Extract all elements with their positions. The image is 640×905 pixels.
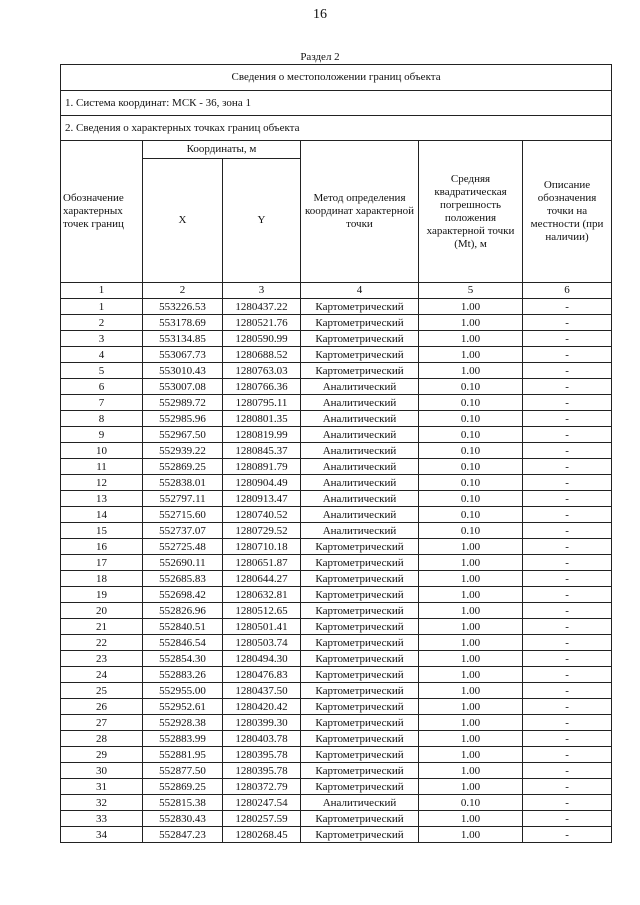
x-coordinate-cell: 552715.60 <box>143 507 223 523</box>
table-row <box>61 539 612 555</box>
x-coordinate-cell: 552869.25 <box>143 459 223 475</box>
header-error: Средняя квадратическая погрешность положения характерной точки (Mt), м <box>419 141 523 283</box>
points-section-title: 2. Сведения о характерных точках границ объекта <box>61 116 612 141</box>
description-cell: - <box>523 683 612 699</box>
error-cell: 0.10 <box>419 507 523 523</box>
description-cell: - <box>523 603 612 619</box>
method-cell: Картометрический <box>301 811 419 827</box>
point-number-cell: 8 <box>61 411 143 427</box>
y-coordinate-cell: 1280399.30 <box>223 715 301 731</box>
y-coordinate-cell: 1280521.76 <box>223 315 301 331</box>
x-coordinate-cell: 552725.48 <box>143 539 223 555</box>
description-cell: - <box>523 523 612 539</box>
error-cell: 0.10 <box>419 523 523 539</box>
header-method: Метод определения координат характерной точки <box>301 141 419 283</box>
description-cell: - <box>523 491 612 507</box>
table-row <box>61 555 612 571</box>
x-coordinate-cell: 552928.38 <box>143 715 223 731</box>
header-x: X <box>143 159 223 283</box>
method-cell: Аналитический <box>301 443 419 459</box>
y-coordinate-cell: 1280395.78 <box>223 763 301 779</box>
description-cell: - <box>523 667 612 683</box>
y-coordinate-cell: 1280651.87 <box>223 555 301 571</box>
method-cell: Картометрический <box>301 635 419 651</box>
x-coordinate-cell: 552737.07 <box>143 523 223 539</box>
y-coordinate-cell: 1280766.36 <box>223 379 301 395</box>
y-coordinate-cell: 1280763.03 <box>223 363 301 379</box>
y-coordinate-cell: 1280512.65 <box>223 603 301 619</box>
method-cell: Картометрический <box>301 331 419 347</box>
table-row <box>61 459 612 475</box>
y-coordinate-cell: 1280688.52 <box>223 347 301 363</box>
table-row <box>61 699 612 715</box>
point-number-cell: 6 <box>61 379 143 395</box>
table-row <box>61 411 612 427</box>
description-cell: - <box>523 443 612 459</box>
point-number-cell: 20 <box>61 603 143 619</box>
column-number-row <box>61 283 612 299</box>
description-cell: - <box>523 587 612 603</box>
error-cell: 1.00 <box>419 347 523 363</box>
method-cell: Картометрический <box>301 715 419 731</box>
error-cell: 1.00 <box>419 571 523 587</box>
description-cell: - <box>523 539 612 555</box>
method-cell: Картометрический <box>301 363 419 379</box>
table-row <box>61 795 612 811</box>
point-number-cell: 27 <box>61 715 143 731</box>
description-cell: - <box>523 347 612 363</box>
error-cell: 0.10 <box>419 443 523 459</box>
y-coordinate-cell: 1280904.49 <box>223 475 301 491</box>
y-coordinate-cell: 1280395.78 <box>223 747 301 763</box>
coordinate-system: 1. Система координат: МСК - 36, зона 1 <box>61 91 612 116</box>
error-cell: 0.10 <box>419 427 523 443</box>
y-coordinate-cell: 1280819.99 <box>223 427 301 443</box>
error-cell: 1.00 <box>419 747 523 763</box>
method-cell: Картометрический <box>301 347 419 363</box>
error-cell: 1.00 <box>419 779 523 795</box>
header-coordinates: Координаты, м <box>143 141 301 159</box>
y-coordinate-cell: 1280420.42 <box>223 699 301 715</box>
error-cell: 1.00 <box>419 699 523 715</box>
table-row <box>61 363 612 379</box>
y-coordinate-cell: 1280644.27 <box>223 571 301 587</box>
description-cell: - <box>523 651 612 667</box>
point-number-cell: 13 <box>61 491 143 507</box>
method-cell: Аналитический <box>301 379 419 395</box>
y-coordinate-cell: 1280740.52 <box>223 507 301 523</box>
point-number-cell: 26 <box>61 699 143 715</box>
error-cell: 0.10 <box>419 379 523 395</box>
description-cell: - <box>523 411 612 427</box>
error-cell: 1.00 <box>419 619 523 635</box>
y-coordinate-cell: 1280891.79 <box>223 459 301 475</box>
x-coordinate-cell: 552830.43 <box>143 811 223 827</box>
error-cell: 1.00 <box>419 683 523 699</box>
y-coordinate-cell: 1280437.22 <box>223 299 301 315</box>
table-row <box>61 587 612 603</box>
table-row <box>61 523 612 539</box>
method-cell: Картометрический <box>301 683 419 699</box>
description-cell: - <box>523 795 612 811</box>
point-number-cell: 25 <box>61 683 143 699</box>
point-number-cell: 33 <box>61 811 143 827</box>
description-cell: - <box>523 699 612 715</box>
x-coordinate-cell: 552847.23 <box>143 827 223 843</box>
x-coordinate-cell: 552826.96 <box>143 603 223 619</box>
method-cell: Картометрический <box>301 587 419 603</box>
point-number-cell: 30 <box>61 763 143 779</box>
column-number: 4 <box>301 283 419 299</box>
method-cell: Картометрический <box>301 667 419 683</box>
column-number: 5 <box>419 283 523 299</box>
description-cell: - <box>523 827 612 843</box>
table-row <box>61 651 612 667</box>
table-row <box>61 347 612 363</box>
table-row <box>61 395 612 411</box>
error-cell: 1.00 <box>419 731 523 747</box>
x-coordinate-cell: 552883.99 <box>143 731 223 747</box>
method-cell: Картометрический <box>301 619 419 635</box>
point-number-cell: 2 <box>61 315 143 331</box>
y-coordinate-cell: 1280437.50 <box>223 683 301 699</box>
x-coordinate-cell: 552877.50 <box>143 763 223 779</box>
x-coordinate-cell: 552869.25 <box>143 779 223 795</box>
description-cell: - <box>523 395 612 411</box>
y-coordinate-cell: 1280476.83 <box>223 667 301 683</box>
description-cell: - <box>523 299 612 315</box>
method-cell: Картометрический <box>301 555 419 571</box>
x-coordinate-cell: 552952.61 <box>143 699 223 715</box>
x-coordinate-cell: 552989.72 <box>143 395 223 411</box>
error-cell: 1.00 <box>419 811 523 827</box>
table-row <box>61 379 612 395</box>
method-cell: Картометрический <box>301 699 419 715</box>
point-number-cell: 4 <box>61 347 143 363</box>
point-number-cell: 5 <box>61 363 143 379</box>
point-number-cell: 9 <box>61 427 143 443</box>
description-cell: - <box>523 427 612 443</box>
x-coordinate-cell: 552685.83 <box>143 571 223 587</box>
method-cell: Картометрический <box>301 603 419 619</box>
table-row <box>61 683 612 699</box>
table-row <box>61 827 612 843</box>
table-row <box>61 619 612 635</box>
error-cell: 1.00 <box>419 763 523 779</box>
x-coordinate-cell: 553010.43 <box>143 363 223 379</box>
point-number-cell: 12 <box>61 475 143 491</box>
point-number-cell: 22 <box>61 635 143 651</box>
table-title: Сведения о местоположении границ объекта <box>61 65 612 91</box>
table-row <box>61 475 612 491</box>
error-cell: 1.00 <box>419 363 523 379</box>
column-number: 3 <box>223 283 301 299</box>
x-coordinate-cell: 552967.50 <box>143 427 223 443</box>
point-number-cell: 19 <box>61 587 143 603</box>
table-row <box>61 667 612 683</box>
x-coordinate-cell: 552797.11 <box>143 491 223 507</box>
y-coordinate-cell: 1280247.54 <box>223 795 301 811</box>
y-coordinate-cell: 1280710.18 <box>223 539 301 555</box>
method-cell: Картометрический <box>301 827 419 843</box>
error-cell: 1.00 <box>419 299 523 315</box>
description-cell: - <box>523 619 612 635</box>
y-coordinate-cell: 1280913.47 <box>223 491 301 507</box>
description-cell: - <box>523 507 612 523</box>
point-number-cell: 10 <box>61 443 143 459</box>
method-cell: Картометрический <box>301 763 419 779</box>
y-coordinate-cell: 1280729.52 <box>223 523 301 539</box>
description-cell: - <box>523 715 612 731</box>
x-coordinate-cell: 552840.51 <box>143 619 223 635</box>
table-row <box>61 507 612 523</box>
table-row <box>61 747 612 763</box>
description-cell: - <box>523 331 612 347</box>
error-cell: 0.10 <box>419 411 523 427</box>
table-body <box>61 299 612 843</box>
error-cell: 1.00 <box>419 715 523 731</box>
header-description: Описание обозначения точки на местности (при наличии) <box>523 141 612 283</box>
error-cell: 1.00 <box>419 827 523 843</box>
y-coordinate-cell: 1280845.37 <box>223 443 301 459</box>
column-number: 2 <box>143 283 223 299</box>
table-row <box>61 443 612 459</box>
x-coordinate-cell: 553178.69 <box>143 315 223 331</box>
table-row <box>61 491 612 507</box>
method-cell: Аналитический <box>301 395 419 411</box>
point-number-cell: 32 <box>61 795 143 811</box>
y-coordinate-cell: 1280257.59 <box>223 811 301 827</box>
description-cell: - <box>523 635 612 651</box>
description-cell: - <box>523 731 612 747</box>
description-cell: - <box>523 571 612 587</box>
x-coordinate-cell: 553226.53 <box>143 299 223 315</box>
table-row <box>61 315 612 331</box>
y-coordinate-cell: 1280501.41 <box>223 619 301 635</box>
table-row <box>61 763 612 779</box>
method-cell: Картометрический <box>301 731 419 747</box>
table-row <box>61 331 612 347</box>
description-cell: - <box>523 555 612 571</box>
y-coordinate-cell: 1280268.45 <box>223 827 301 843</box>
description-cell: - <box>523 747 612 763</box>
x-coordinate-cell: 552846.54 <box>143 635 223 651</box>
y-coordinate-cell: 1280403.78 <box>223 731 301 747</box>
x-coordinate-cell: 552883.26 <box>143 667 223 683</box>
method-cell: Картометрический <box>301 651 419 667</box>
column-number: 6 <box>523 283 612 299</box>
point-number-cell: 24 <box>61 667 143 683</box>
x-coordinate-cell: 552939.22 <box>143 443 223 459</box>
table-row <box>61 299 612 315</box>
point-number-cell: 14 <box>61 507 143 523</box>
point-number-cell: 28 <box>61 731 143 747</box>
header-y: Y <box>223 159 301 283</box>
x-coordinate-cell: 552985.96 <box>143 411 223 427</box>
point-number-cell: 11 <box>61 459 143 475</box>
description-cell: - <box>523 459 612 475</box>
method-cell: Аналитический <box>301 491 419 507</box>
point-number-cell: 16 <box>61 539 143 555</box>
table-row <box>61 571 612 587</box>
method-cell: Картометрический <box>301 299 419 315</box>
y-coordinate-cell: 1280801.35 <box>223 411 301 427</box>
method-cell: Аналитический <box>301 475 419 491</box>
x-coordinate-cell: 552955.00 <box>143 683 223 699</box>
x-coordinate-cell: 553067.73 <box>143 347 223 363</box>
y-coordinate-cell: 1280795.11 <box>223 395 301 411</box>
table-row <box>61 731 612 747</box>
x-coordinate-cell: 552698.42 <box>143 587 223 603</box>
point-number-cell: 15 <box>61 523 143 539</box>
method-cell: Аналитический <box>301 523 419 539</box>
description-cell: - <box>523 811 612 827</box>
description-cell: - <box>523 475 612 491</box>
point-number-cell: 31 <box>61 779 143 795</box>
point-number-cell: 34 <box>61 827 143 843</box>
page-number: 16 <box>313 7 327 22</box>
error-cell: 1.00 <box>419 555 523 571</box>
method-cell: Картометрический <box>301 747 419 763</box>
description-cell: - <box>523 315 612 331</box>
error-cell: 1.00 <box>419 539 523 555</box>
error-cell: 1.00 <box>419 667 523 683</box>
point-number-cell: 29 <box>61 747 143 763</box>
y-coordinate-cell: 1280372.79 <box>223 779 301 795</box>
error-cell: 0.10 <box>419 475 523 491</box>
error-cell: 1.00 <box>419 651 523 667</box>
x-coordinate-cell: 552854.30 <box>143 651 223 667</box>
header-designation: Обозначение характерных точек границ <box>61 141 143 283</box>
method-cell: Аналитический <box>301 459 419 475</box>
description-cell: - <box>523 763 612 779</box>
point-number-cell: 3 <box>61 331 143 347</box>
method-cell: Аналитический <box>301 411 419 427</box>
method-cell: Картометрический <box>301 315 419 331</box>
point-number-cell: 23 <box>61 651 143 667</box>
error-cell: 1.00 <box>419 315 523 331</box>
method-cell: Картометрический <box>301 571 419 587</box>
method-cell: Картометрический <box>301 539 419 555</box>
method-cell: Картометрический <box>301 779 419 795</box>
table-row <box>61 811 612 827</box>
point-number-cell: 21 <box>61 619 143 635</box>
description-cell: - <box>523 363 612 379</box>
error-cell: 0.10 <box>419 459 523 475</box>
y-coordinate-cell: 1280632.81 <box>223 587 301 603</box>
error-cell: 1.00 <box>419 635 523 651</box>
y-coordinate-cell: 1280590.99 <box>223 331 301 347</box>
error-cell: 1.00 <box>419 331 523 347</box>
description-cell: - <box>523 379 612 395</box>
point-number-cell: 1 <box>61 299 143 315</box>
x-coordinate-cell: 552690.11 <box>143 555 223 571</box>
method-cell: Аналитический <box>301 795 419 811</box>
x-coordinate-cell: 553007.08 <box>143 379 223 395</box>
table-row <box>61 427 612 443</box>
column-number: 1 <box>61 283 143 299</box>
y-coordinate-cell: 1280494.30 <box>223 651 301 667</box>
x-coordinate-cell: 552881.95 <box>143 747 223 763</box>
error-cell: 1.00 <box>419 587 523 603</box>
table-row <box>61 715 612 731</box>
point-number-cell: 18 <box>61 571 143 587</box>
error-cell: 0.10 <box>419 395 523 411</box>
x-coordinate-cell: 552838.01 <box>143 475 223 491</box>
error-cell: 0.10 <box>419 795 523 811</box>
y-coordinate-cell: 1280503.74 <box>223 635 301 651</box>
table-row <box>61 779 612 795</box>
error-cell: 1.00 <box>419 603 523 619</box>
point-number-cell: 17 <box>61 555 143 571</box>
section-title: Раздел 2 <box>300 51 340 63</box>
x-coordinate-cell: 553134.85 <box>143 331 223 347</box>
description-cell: - <box>523 779 612 795</box>
boundary-points-table <box>60 64 612 843</box>
method-cell: Аналитический <box>301 507 419 523</box>
method-cell: Аналитический <box>301 427 419 443</box>
table-row <box>61 603 612 619</box>
error-cell: 0.10 <box>419 491 523 507</box>
x-coordinate-cell: 552815.38 <box>143 795 223 811</box>
point-number-cell: 7 <box>61 395 143 411</box>
table-row <box>61 635 612 651</box>
